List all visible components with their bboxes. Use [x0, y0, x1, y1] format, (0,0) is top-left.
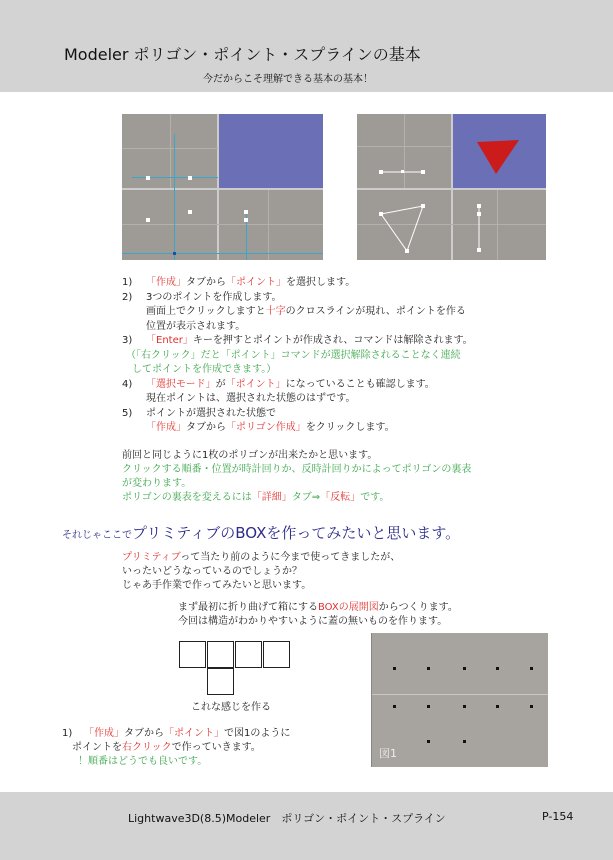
- final-step-segment: 「ポイント」: [164, 728, 224, 739]
- step-line: [122, 363, 552, 378]
- text-segment: プリミティブ: [122, 552, 181, 563]
- net-caption: これな感じを作る: [191, 702, 271, 713]
- step-line: [122, 378, 552, 393]
- perspective-viewport: [218, 114, 323, 188]
- step-segment: 現在ポイントは、選択された状態のはずです。: [146, 393, 356, 404]
- step-segment: ポイントが選択された状態で: [146, 407, 276, 419]
- polygon-note: [122, 449, 471, 505]
- step-segment: 画面上でクリックしますと: [146, 306, 266, 317]
- point: [188, 176, 192, 180]
- page-subtitle: 今だからこそ理解できる基本の基本！: [203, 74, 373, 85]
- text-line: [122, 551, 400, 565]
- final-step-segment: で図1のように: [224, 728, 291, 739]
- step-line: [122, 392, 552, 407]
- text-line: [122, 477, 471, 491]
- text-segment: って当たり前のように今まで使ってきましたが、: [180, 552, 401, 563]
- step-number: 2): [122, 291, 133, 303]
- point: [244, 218, 248, 222]
- final-step-line: [62, 755, 290, 769]
- box-net-intro: [178, 601, 458, 629]
- step-segment: 十字: [265, 306, 286, 317]
- text-line: [178, 615, 458, 629]
- box-net-diagram: [179, 641, 294, 697]
- net-face: [207, 641, 234, 668]
- final-step-segment: ！順番はどうでも良いです。: [78, 756, 208, 767]
- step-segment: （「右クリック」だと「ポイント」コマンドが選択解除されることなく連続: [126, 349, 461, 361]
- step-segment: になっていることも確認します。: [285, 378, 435, 390]
- step-line: [122, 407, 552, 422]
- text-line: [122, 463, 471, 477]
- figure-label: 図1: [379, 747, 397, 760]
- step-segment: キーを押すとポイントが作成され、コマンドは解除されます。: [192, 335, 473, 346]
- text-segment: ポリゴンの裏表を変えるには: [122, 492, 252, 503]
- text-segment: 前回と同じように1枚のポリゴンが出来たかと思います。: [122, 450, 378, 461]
- text-segment: BOXの展開図: [318, 602, 379, 613]
- text-line: [122, 565, 400, 579]
- step-segment: 「ポリゴン作成」: [226, 422, 306, 433]
- step-segment: 「Enter」: [146, 335, 193, 346]
- step-line: [122, 334, 552, 349]
- crosshair-line: [132, 177, 218, 178]
- point: [244, 210, 248, 214]
- step-segment: を選択します。: [286, 277, 356, 288]
- final-step-segment: ポイントを: [72, 742, 122, 753]
- step-segment: タブから: [186, 277, 226, 288]
- step-segment: してポイントを作成できます。）: [132, 364, 277, 375]
- text-segment: 今回は構造がわかりやすいように蓋の無いものを作ります。: [178, 616, 448, 627]
- step-segment: 位置が表示されます。: [146, 320, 246, 332]
- final-step-segment: 「作成」: [84, 728, 124, 739]
- final-step-segment: で作っていきます。: [171, 742, 261, 753]
- step-segment: 「ポイント」: [226, 277, 286, 288]
- final-step-line: [62, 727, 290, 741]
- step-number: 1): [122, 277, 133, 288]
- step-number: 1): [62, 728, 73, 739]
- net-face: [235, 641, 262, 668]
- final-step-segment: 右クリック: [122, 742, 172, 753]
- final-step-segment: タブから: [124, 728, 164, 739]
- step-line: [122, 276, 552, 291]
- step-segment: 「作成」: [146, 422, 186, 433]
- point: [188, 210, 192, 214]
- step-line: [122, 291, 552, 306]
- step-segment: 「選択モード」: [146, 378, 216, 390]
- step-line: [122, 305, 552, 320]
- step-segment: タブから: [186, 422, 226, 433]
- step-line: [122, 320, 552, 335]
- crosshair-line: [174, 134, 175, 260]
- step-number: 4): [122, 378, 133, 390]
- text-segment: いったいどうなっているのでしょうか？: [122, 566, 302, 577]
- step-number: 3): [122, 335, 133, 346]
- text-segment: が変わります。: [122, 478, 192, 489]
- text-line: [178, 601, 458, 615]
- step-segment: 「ポイント」: [225, 378, 286, 390]
- step-line: [122, 421, 552, 436]
- final-step-line: [62, 741, 290, 755]
- text-segment: まず最初に折り曲げて箱にする: [178, 602, 318, 613]
- viewport-screenshot-2: [357, 114, 546, 260]
- red-triangle: [477, 140, 519, 174]
- step-segment: 「作成」: [146, 277, 186, 288]
- heading-main: プリミティブのBOXを作ってみたいと思います。: [132, 524, 461, 542]
- net-face: [179, 641, 206, 668]
- heading-lead: それじゃここで: [62, 530, 132, 541]
- primitive-intro: [122, 551, 400, 593]
- text-line: [122, 579, 400, 593]
- net-face: [207, 668, 234, 695]
- final-steps: [62, 727, 290, 769]
- step-segment: が: [215, 378, 226, 390]
- point: [146, 218, 150, 222]
- section-heading: [62, 522, 460, 543]
- text-line: [122, 449, 471, 463]
- text-segment: じゃあ手作業で作ってみたいと思います。: [122, 580, 312, 591]
- step-segment: のクロスラインが現れ、ポイントを作る: [285, 306, 466, 317]
- page-footer: [0, 792, 613, 860]
- text-segment: タブ⇒: [291, 492, 321, 503]
- text-segment: 「反転」: [320, 492, 361, 503]
- step-line: [122, 349, 552, 364]
- steps-list: [122, 276, 552, 436]
- step-segment: をクリックします。: [305, 422, 395, 433]
- point: [146, 176, 150, 180]
- step-segment: 3つのポイントを作成します。: [146, 291, 282, 303]
- crosshair-line: [122, 253, 323, 254]
- text-segment: 「詳細」: [251, 492, 292, 503]
- text-line: [122, 491, 471, 505]
- text-segment: クリックする順番・位置が時計回りか、反時計回りかによってポリゴンの裏表: [122, 464, 472, 475]
- viewport-figure-1: [371, 633, 548, 767]
- page-number: P-154: [542, 810, 574, 823]
- net-face: [263, 641, 290, 668]
- page-title: Modeler ポリゴン・ポイント・スプラインの基本: [64, 45, 421, 64]
- step-number: 5): [122, 407, 133, 419]
- triangle-polygon-views: [357, 114, 546, 260]
- viewport-screenshot-1: [122, 114, 323, 260]
- text-segment: です。: [360, 492, 390, 503]
- footer-text: Lightwave3D(8.5)Modeler ポリゴン・ポイント・スプライン: [128, 812, 446, 825]
- point: [173, 252, 176, 255]
- text-segment: からつくります。: [378, 602, 458, 613]
